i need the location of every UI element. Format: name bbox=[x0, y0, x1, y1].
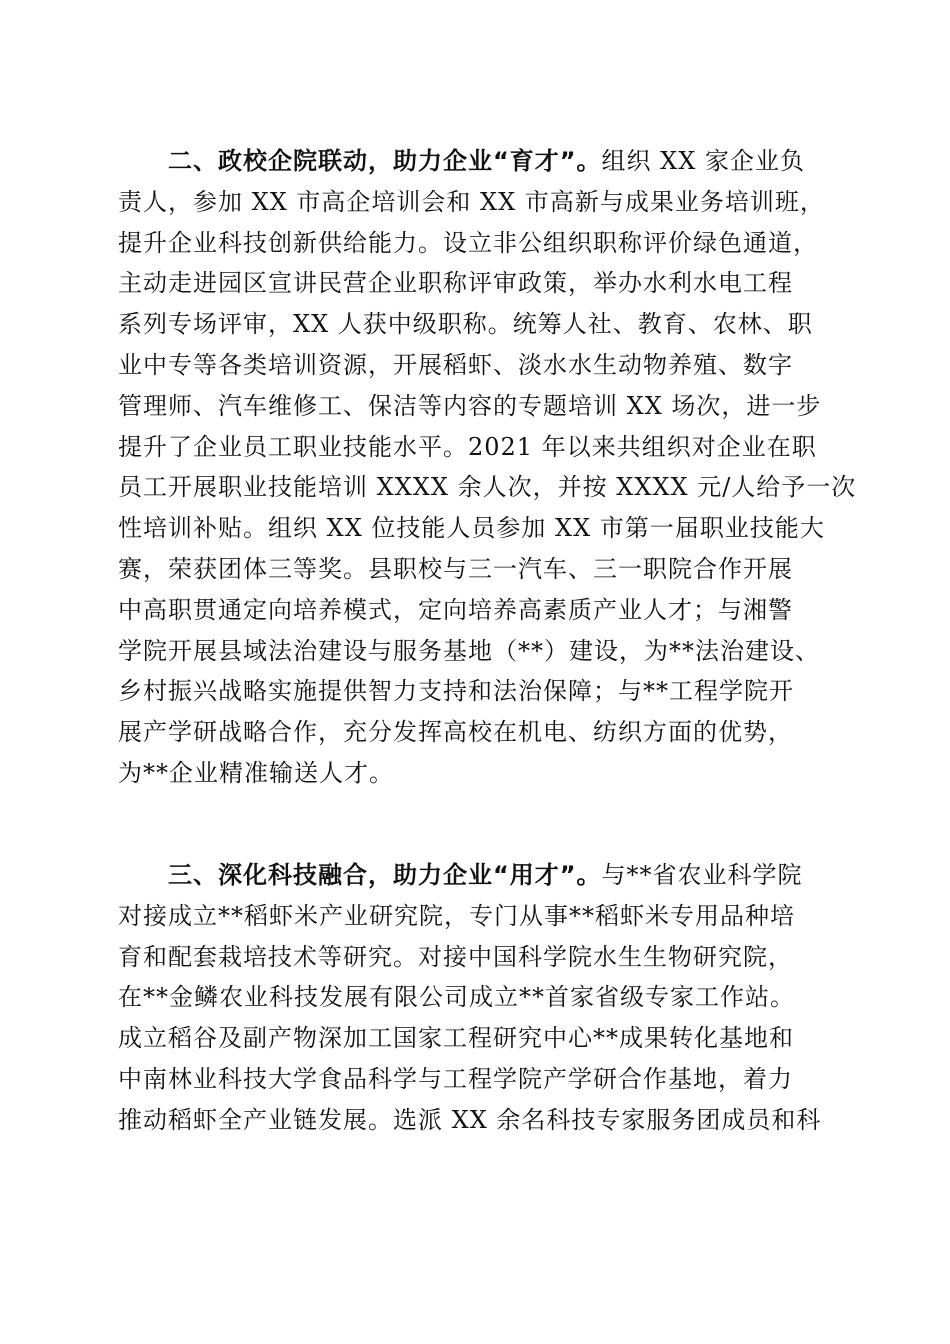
text-line: 中南林业科技大学食品科学与工程学院产学研合作基地，着力 bbox=[118, 1064, 793, 1093]
text-line: 员工开展职业技能培训 XXXX 余人次，并按 XXXX 元/人给予一次 bbox=[118, 473, 857, 502]
text-line: 育和配套栽培技术等研究。对接中国科学院水生生物研究院， bbox=[118, 942, 793, 971]
text-line: 责人，参加 XX 市高企培训会和 XX 市高新与成果业务培训班， bbox=[118, 187, 825, 216]
text-line: 性培训补贴。组织 XX 位技能人员参加 XX 市第一届职业技能大 bbox=[118, 514, 825, 543]
paragraph-first-line bbox=[118, 141, 838, 182]
text-line: 推动稻虾全产业链发展。选派 XX 余名科技专家服务团成员和科 bbox=[118, 1105, 822, 1134]
section-heading: 二、政校企院联动，助力企业“育才”。 bbox=[168, 147, 602, 175]
text-line: 主动走进园区宣讲民营企业职称评审政策，举办水利水电工程 bbox=[118, 269, 793, 298]
text-line: 赛，荣获团体三等奖。县职校与三一汽车、三一职院合作开展 bbox=[118, 554, 793, 583]
text-line: 为**企业精准输送人才。 bbox=[118, 758, 394, 787]
text-line: 系列专场评审，XX 人获中级职称。统筹人社、教育、农林、职 bbox=[118, 310, 813, 339]
text-line: 提升企业科技创新供给能力。设立非公组织职称评价绿色通道， bbox=[118, 228, 818, 257]
paragraph-talent-utilization bbox=[118, 855, 838, 1141]
section-heading: 三、深化科技融合，助力企业“用才”。 bbox=[168, 861, 602, 889]
text-line: 组织 XX 家企业负 bbox=[601, 147, 805, 175]
text-line: 在**金鳞农业科技发展有限公司成立**首家省级专家工作站。 bbox=[118, 983, 795, 1012]
text-line: 中高职贯通定向培养模式，定向培养高素质产业人才；与湘警 bbox=[118, 595, 793, 624]
text-line: 与**省农业科学院 bbox=[601, 861, 803, 889]
text-line: 提升了企业员工职业技能水平。2021 年以来共组织对企业在职 bbox=[118, 432, 817, 461]
text-line: 学院开展县域法治建设与服务基地（**）建设，为**法治建设、 bbox=[118, 636, 820, 665]
text-line: 对接成立**稻虾米产业研究院，专门从事**稻虾米专用品种培 bbox=[118, 901, 795, 930]
text-line: 乡村振兴战略实施提供智力支持和法治保障；与**工程学院开 bbox=[118, 677, 794, 706]
paragraph-talent-cultivation bbox=[118, 141, 857, 794]
text-line: 管理师、汽车维修工、保洁等内容的专题培训 XX 场次，进一步 bbox=[118, 391, 822, 420]
text-line: 业中专等各类培训资源，开展稻虾、淡水水生动物养殖、数字 bbox=[118, 350, 793, 379]
text-line: 成立稻谷及副产物深加工国家工程研究中心**成果转化基地和 bbox=[118, 1024, 794, 1053]
paragraph-first-line bbox=[118, 855, 838, 896]
text-line: 展产学研战略合作，充分发挥高校在机电、纺织方面的优势， bbox=[118, 718, 793, 747]
